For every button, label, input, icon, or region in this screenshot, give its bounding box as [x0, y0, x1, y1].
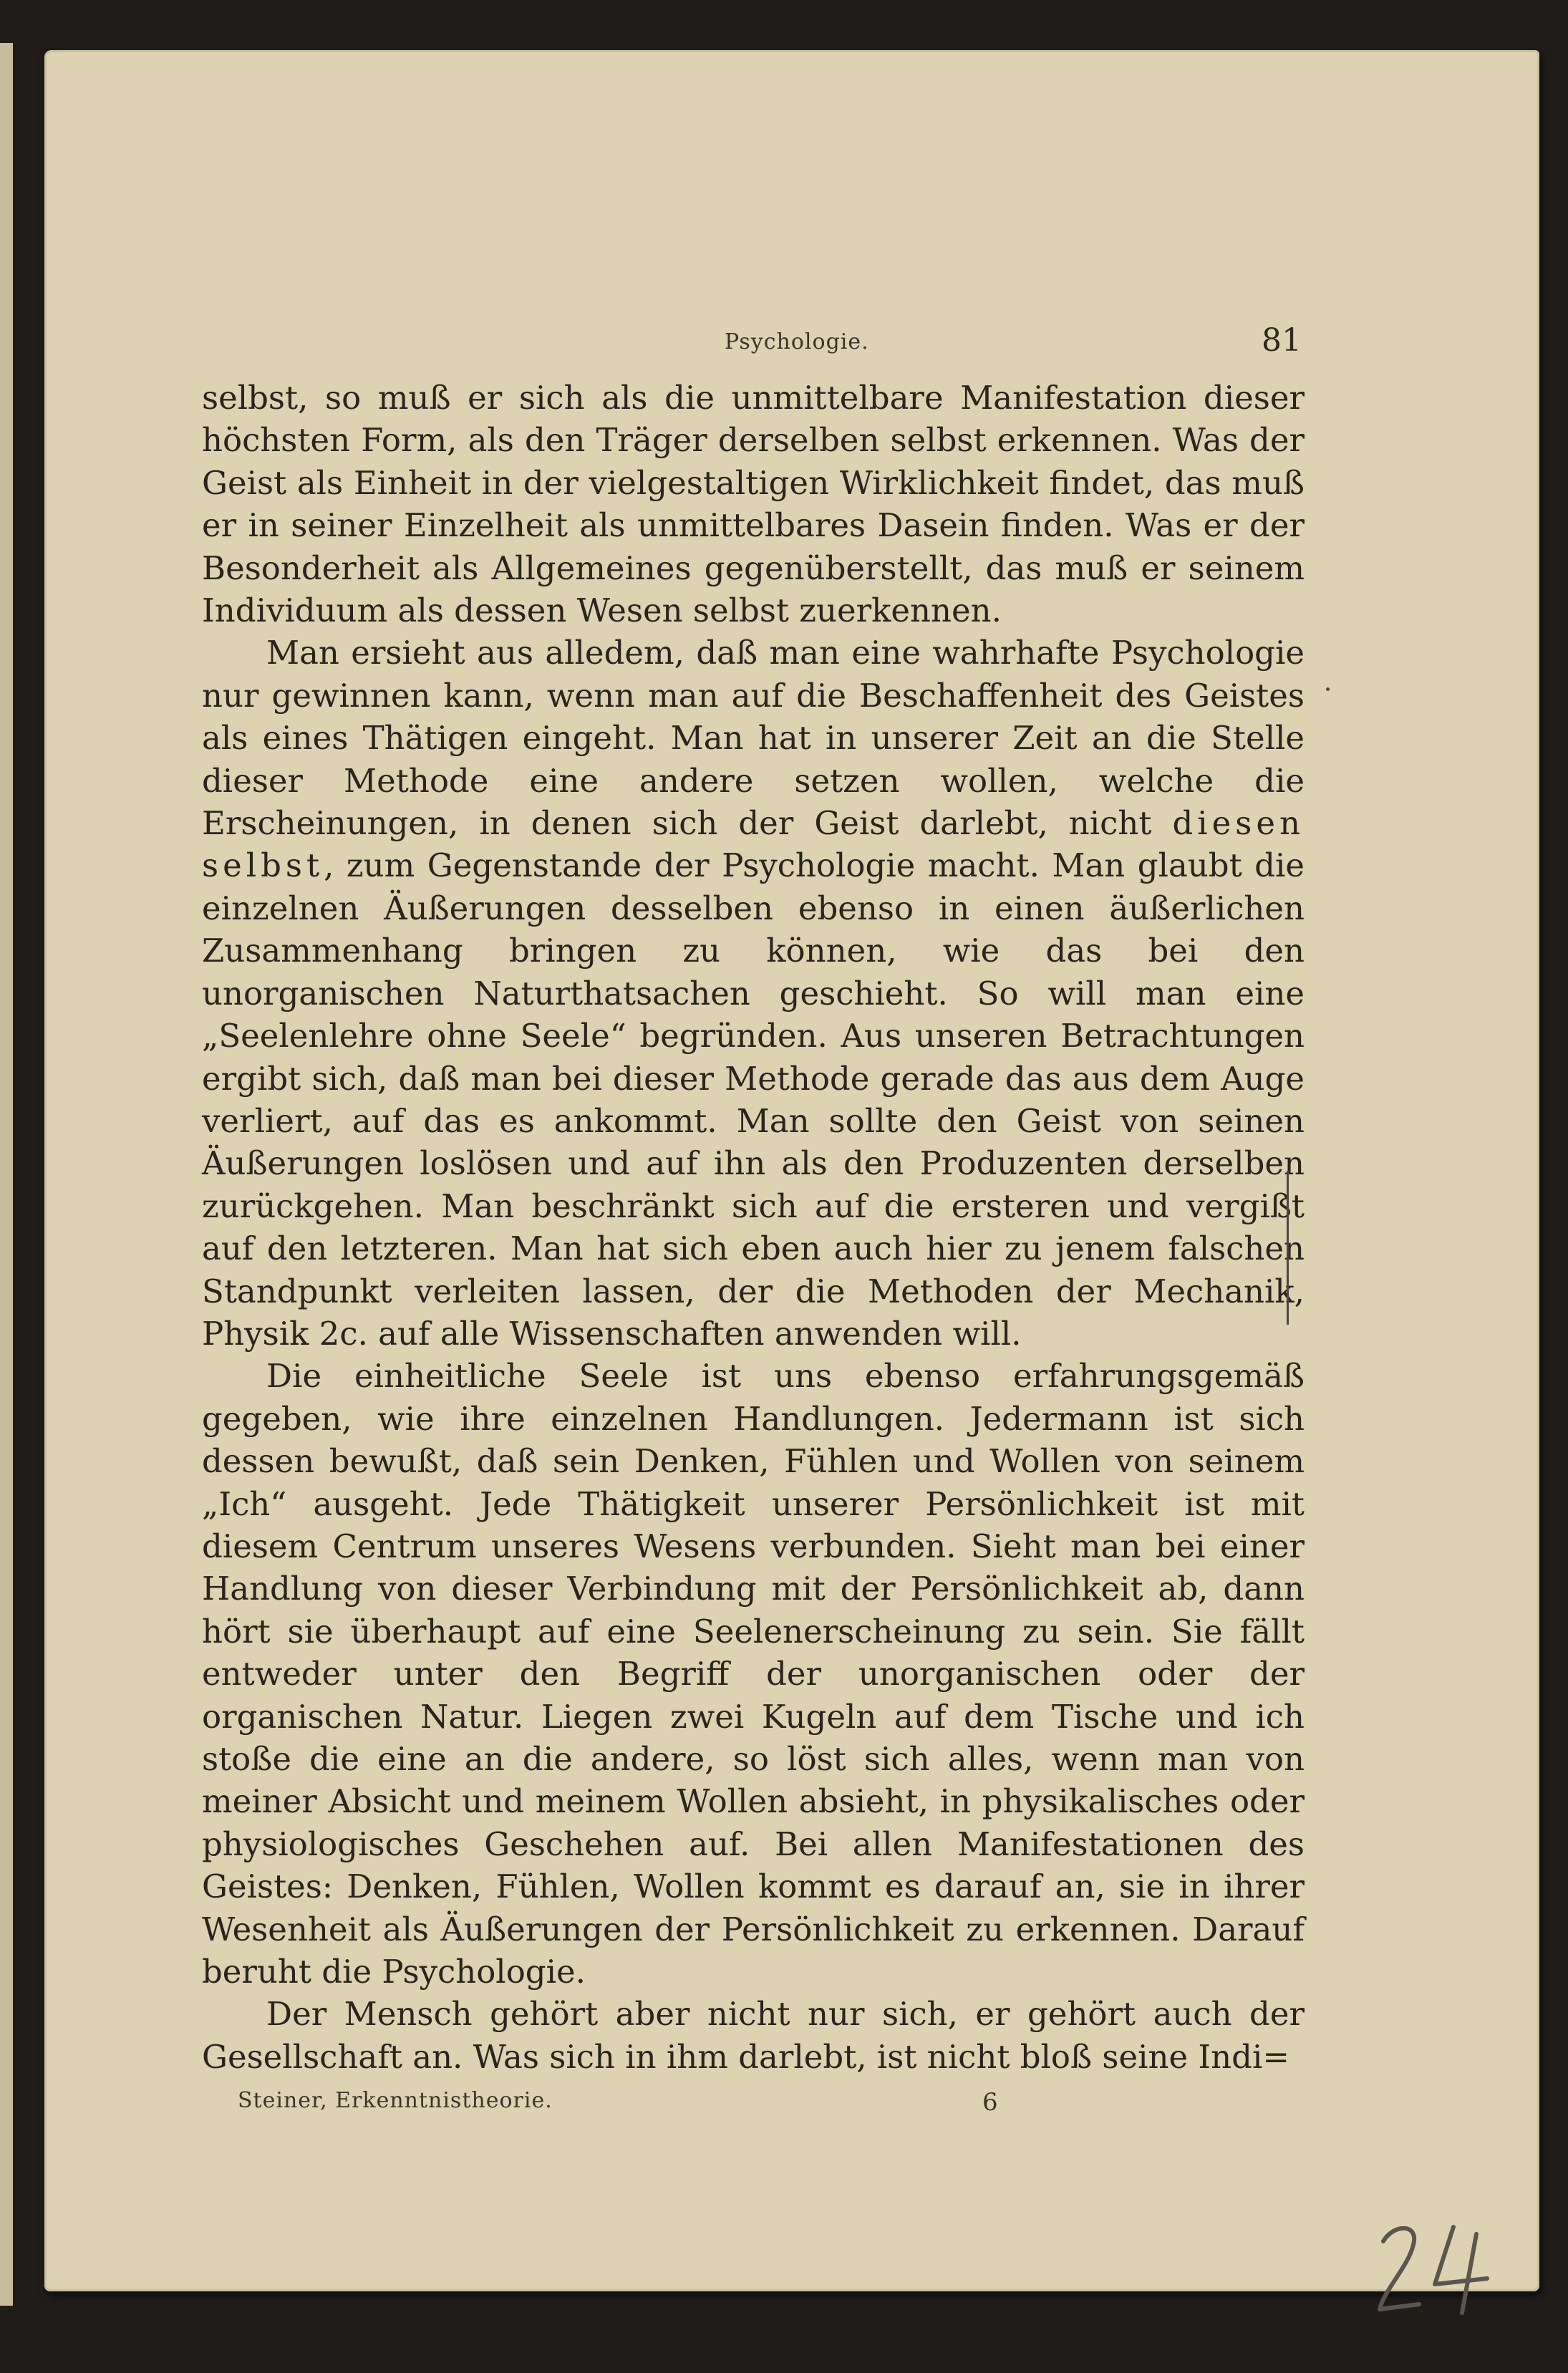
paragraph-3: Die einheitliche Seele ist uns ebenso erfahrungsgemäß gegeben, wie ihre einzelnen Handlungen. Jedermann ist sich dessen bewußt, daß sein Denken, Fühlen und Wollen von seinem „Ich“ ausgeht. Jede Thätigkeit unserer Persönlichkeit ist mit diesem Centrum unseres Wesens verbunden. Sieht man bei einer Handlung von dieser Verbindung mit der Persönlichkeit ab, dann hört sie überhaupt auf eine Seelenerscheinung zu sein. Sie fällt entweder unter den Begriff der unorganischen oder der organischen Natur. Liegen zwei Kugeln auf dem Tische und ich stoße die eine an die andere, so löst sich alles, wenn man von meiner Absicht und meinem Wollen absieht, in physikalisches oder physiologisches Geschehen auf. Bei allen Manifestationen des Geistes: Denken, Fühlen, Wollen kommt es darauf an, sie in ihrer Wesenheit als Äußerungen der Persönlichkeit zu erkennen. Darauf beruht die Psychologie.: [202, 1357, 1305, 1991]
paragraph-1: selbst, so muß er sich als die unmittelbare Manifestation dieser höchsten Form, als den Träger derselben selbst erkennen. Was der Geist als Einheit in der vielgestaltigen Wirklichkeit findet, das muß er in seiner Einzelheit als unmittelbares Dasein finden. Was er der Besonderheit als Allgemeines gegenüberstellt, das muß er seinem Individuum als dessen Wesen selbst zuerkennen.: [202, 379, 1305, 630]
paragraph-2-text-before: Man ersieht aus alledem, daß man eine wahrhafte Psychologie nur gewinnen kann, wenn man auf die Beschaffenheit des Geistes als eines Thätigen eingeht. Man hat in unserer Zeit an die Stelle dieser Methode eine andere setzen wollen, welche die Erscheinungen, in denen sich der Geist darlebt, nicht: [202, 634, 1305, 843]
page-header: [202, 286, 1305, 358]
margin-dot-mark: [1326, 687, 1330, 691]
signature-line: Steiner, Erkenntnistheorie.: [238, 2088, 553, 2114]
paragraph-4: Der Mensch gehört aber nicht nur sich, er gehört auch der Gesellschaft an. Was sich in ihm darlebt, ist nicht bloß seine Indi=: [202, 1995, 1305, 2076]
paragraph-2-text-after: , zum Gegenstande der Psychologie macht. Man glaubt die einzelnen Äußerungen desselben ebenso in einen äußerlichen Zusammenhang bringen zu können, wie das bei den unorganischen Naturthatsachen geschieht. So will man eine „Seelenlehre ohne Seele“ begründen. Aus unseren Betrachtungen ergibt sich, daß man bei dieser Methode gerade das aus dem Auge verliert, auf das es ankommt. Man sollte den Geist von seinen Äußerungen loslösen und auf ihn als den Produzenten derselben zurückgehen. Man beschränkt sich auf die ersteren und vergißt auf den letzteren. Man hat sich eben auch hier zu jenem falschen Standpunkt verleiten lassen, der die Methoden der Mechanik, Physik 2c. auf alle Wissenschaften anwenden will.: [202, 846, 1305, 1353]
running-head: Psychologie.: [725, 329, 869, 354]
paragraph-2-emphasis: diesen selbst: [202, 804, 1305, 885]
page-content: [202, 286, 1305, 2145]
previous-page-edge: [0, 43, 13, 2306]
book-page: [44, 50, 1539, 2291]
page-number: 81: [1262, 322, 1302, 359]
margin-pencil-mark: [1287, 1171, 1289, 1325]
sheet-number: 6: [982, 2088, 998, 2117]
body-text: [202, 377, 1305, 2078]
paragraph-2: [202, 632, 1305, 1355]
handwritten-page-number: [1369, 2213, 1505, 2320]
page-footer: [202, 2088, 1305, 2145]
